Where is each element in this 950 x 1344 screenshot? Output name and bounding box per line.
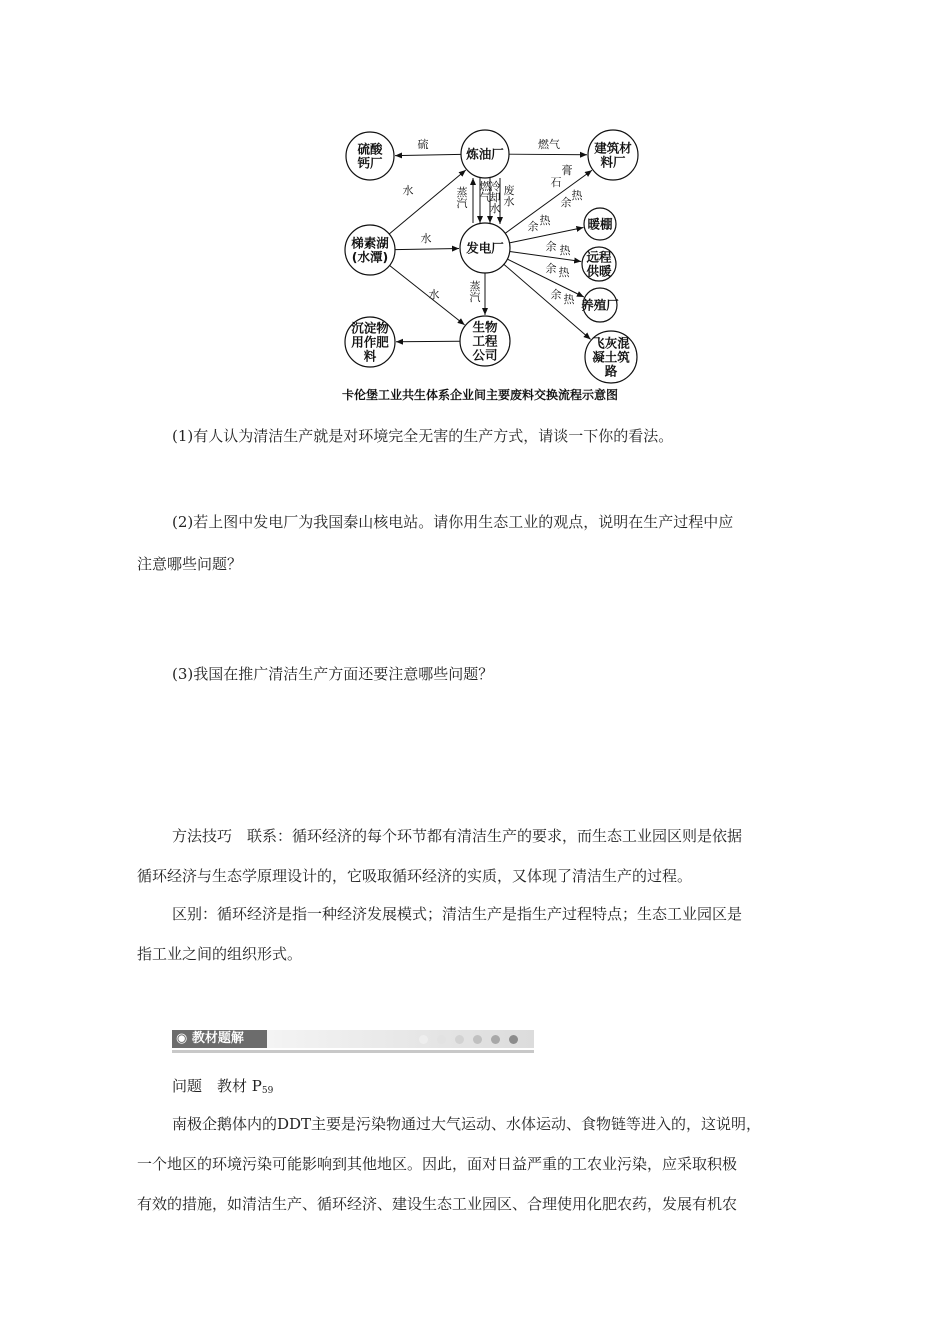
node-label: 梯素湖 — [351, 235, 389, 251]
node-label: 沉淀物 — [351, 320, 389, 336]
banner-dot — [473, 1035, 482, 1044]
method-line-3: 区别：循环经济是指一种经济发展模式；清洁生产是指生产过程特点；生态工业园区是 — [172, 905, 743, 923]
edge-label-char: 燃 — [479, 180, 491, 193]
edge-label-steam-bio — [470, 279, 481, 304]
edge-label-char: 蒸 — [456, 186, 468, 199]
edge-power-flyash — [504, 264, 591, 339]
node-label: 飞灰混 — [592, 335, 630, 351]
node-sediment — [345, 317, 395, 367]
method-line-1: 方法技巧 联系：循环经济的每个环节都有清洁生产的要求，而生态工业园区则是依据 — [172, 827, 743, 845]
question-3: (3)我国在推广清洁生产方面还要注意哪些问题？ — [172, 665, 494, 683]
edge-label-char: 热 — [571, 189, 583, 202]
node-label: 炼油厂 — [466, 146, 504, 162]
diagram-svg — [330, 118, 660, 408]
question-2-line-1: (2)若上图中发电厂为我国秦山核电站。请你用生态工业的观点，说明在生产过程中应 — [172, 513, 734, 531]
edge-label-char: 热 — [563, 293, 575, 306]
edge-label-char: 却 — [489, 191, 501, 204]
node-label: 发电厂 — [466, 240, 504, 256]
edge-label-fuelgas-building: 燃气 — [538, 138, 560, 151]
edge-label-char: 废 — [503, 184, 515, 197]
node-building — [588, 130, 638, 180]
question-2-line-2: 注意哪些问题？ — [137, 555, 243, 573]
edge-label-heat-flyash — [551, 287, 576, 306]
node-label: 路 — [604, 363, 618, 379]
banner-dot — [455, 1035, 464, 1044]
edge-label-char: 余 — [545, 262, 557, 275]
node-label: (水潭) — [351, 249, 389, 265]
banner-bar — [267, 1030, 534, 1048]
edge-label-char: 热 — [539, 214, 551, 227]
node-label: 钙厂 — [357, 155, 383, 171]
edge-label-char: 余 — [550, 288, 562, 301]
edge-label-heat-heating — [546, 239, 572, 257]
waste-exchange-diagram — [330, 118, 660, 408]
banner-underline — [172, 1050, 534, 1053]
question-1: (1)有人认为清洁生产就是对环境完全无害的生产方式，请谈一下你的看法。 — [172, 427, 674, 445]
edge-label-water-bio: 水 — [428, 288, 440, 301]
answer-line-3: 有效的措施，如清洁生产、循环经济、建设生态工业园区、合理使用化肥农药，发展有机农 — [137, 1195, 738, 1213]
edge-lake-bio — [390, 266, 465, 325]
edge-label-char: 汽 — [456, 197, 468, 210]
answer-line-2: 一个地区的环境污染可能影响到其他地区。因此，面对日益严重的工农业污染，应采取积极 — [137, 1155, 738, 1173]
node-label: 暖棚 — [587, 216, 613, 232]
node-bio — [460, 316, 510, 366]
node-label: 凝土筑 — [592, 349, 630, 365]
node-label: 公司 — [472, 347, 498, 363]
edge-label-char: 冷 — [489, 180, 501, 193]
node-label: 生物 — [472, 319, 498, 335]
node-sulfuric — [346, 132, 394, 180]
banner-dot — [419, 1035, 428, 1044]
banner-dot — [491, 1035, 500, 1044]
edge-refinery-sulfuric — [395, 154, 461, 155]
answer-heading-page: 59 — [261, 1086, 274, 1096]
edge-label-heat-greenhouse — [528, 213, 552, 233]
edge-label-water-power: 水 — [420, 232, 432, 245]
edge-label-char: 石 — [550, 176, 562, 189]
edge-bio-sediment — [396, 341, 460, 342]
edge-refinery-building — [509, 154, 587, 155]
banner-dot — [509, 1035, 518, 1044]
edge-label-char: 余 — [545, 240, 557, 253]
node-label: 养殖厂 — [581, 297, 619, 313]
edge-label-char: 热 — [558, 266, 570, 279]
edge-label-char: 水 — [503, 195, 515, 208]
node-label: 建筑材 — [594, 140, 632, 156]
edge-lake-power — [395, 248, 459, 249]
edge-label-water-refinery: 水 — [402, 184, 414, 197]
node-refinery — [461, 130, 509, 178]
edge-label-wastewater — [504, 184, 515, 208]
edge-label-steam — [457, 185, 468, 210]
diagram-caption: 卡伦堡工业共生体系企业间主要废料交换流程示意图 — [341, 388, 619, 402]
node-label: 用作肥 — [351, 334, 389, 350]
edge-label-char: 热 — [559, 244, 571, 257]
edge-label-coolwater — [490, 179, 501, 215]
node-label: 工程 — [472, 333, 498, 349]
edge-label-char: 余 — [527, 220, 539, 233]
edge-label-gypsum — [551, 164, 573, 189]
edge-label-char: 气 — [479, 191, 491, 204]
node-label: 料厂 — [600, 154, 626, 170]
node-farm — [581, 288, 619, 322]
edge-label-char: 余 — [560, 196, 572, 209]
answer-heading-text: 问题 教材 P — [172, 1077, 262, 1095]
node-greenhouse — [584, 208, 616, 240]
edge-label-char: 水 — [489, 202, 501, 215]
method-line-4: 指工业之间的组织形式。 — [137, 945, 303, 963]
node-label: 远程 — [586, 249, 612, 265]
answer-line-1: 南极企鹅体内的DDT主要是污染物通过大气运动、水体运动、食物链等进入的，这说明， — [172, 1115, 762, 1133]
section-banner — [172, 1030, 534, 1054]
node-label: 料 — [363, 348, 377, 364]
edge-lake-refinery — [389, 170, 466, 234]
banner-dot — [437, 1035, 446, 1044]
node-flyash — [585, 331, 637, 383]
edge-label-char: 汽 — [469, 291, 481, 304]
node-heating — [582, 247, 616, 281]
node-label: 供暖 — [586, 263, 612, 279]
answer-heading — [172, 1076, 273, 1101]
method-line-2: 循环经济与生态学原理设计的，它吸取循环经济的实质，又体现了清洁生产的过程。 — [137, 867, 693, 885]
node-power — [460, 223, 510, 273]
node-lake — [345, 225, 395, 275]
edge-label-sulfur: 硫 — [417, 138, 429, 151]
edge-label-char: 膏 — [561, 164, 573, 177]
edge-label-char: 蒸 — [469, 280, 481, 293]
node-label: 硫酸 — [357, 141, 383, 157]
edge-label-heat-farm — [546, 261, 571, 279]
banner-label: ◉ 教材题解 — [172, 1030, 267, 1048]
